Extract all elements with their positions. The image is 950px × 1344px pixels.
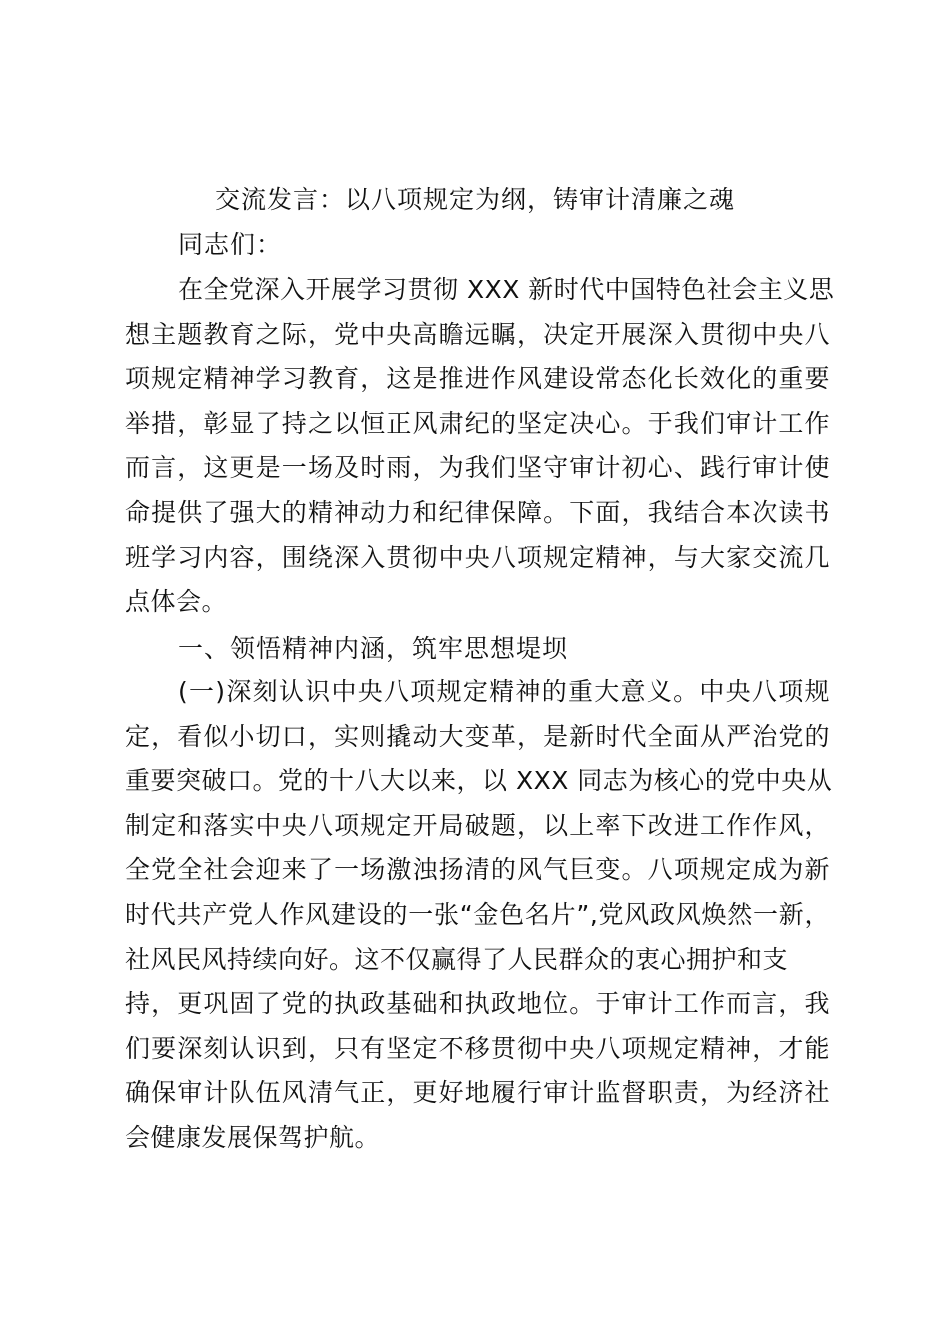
paragraph-line: 会健康发展保驾护航。: [125, 1122, 381, 1152]
paragraph-significance: [125, 670, 833, 1161]
section-heading: 一、领悟精神内涵，筑牢思想堤坝: [178, 634, 569, 663]
document-title: 交流发言：以八项规定为纲，铸审计清廉之魂: [214, 185, 735, 214]
paragraph-line: 而言，这更是一场及时雨，为我们坚守审计初心、践行审计使: [125, 453, 830, 483]
paragraph-line: 在全党深入开展学习贯彻 XXX 新时代中国特色社会主义思: [178, 275, 835, 304]
paragraph-line: 想主题教育之际，党中央高瞻远瞩，决定开展深入贯彻中央八: [125, 319, 830, 349]
paragraph-line: (一)深刻认识中央八项规定精神的重大意义。中央八项规: [178, 677, 830, 706]
paragraph-line: 班学习内容，围绕深入贯彻中央八项规定精神，与大家交流几: [125, 542, 830, 572]
paragraph-line: 点体会。: [125, 587, 228, 617]
paragraph-line: 项规定精神学习教育，这是推进作风建设常态化长效化的重要: [125, 364, 830, 394]
paragraph-line: 定，看似小切口，实则撬动大变革，是新时代全面从严治党的: [125, 721, 830, 751]
paragraph-line: 重要突破口。党的十八大以来，以 XXX 同志为核心的党中央从: [125, 766, 833, 796]
paragraph-line: 社风民风持续向好。这不仅赢得了人民群众的衷心拥护和支: [125, 944, 789, 974]
paragraph-line: 制定和落实中央八项规定开局破题，以上率下改进工作作风，: [125, 810, 830, 840]
paragraph-line: 时代共产党人作风建设的一张“金色名片”,党风政风焕然一新，: [125, 899, 830, 929]
paragraph-line: 们要深刻认识到，只有坚定不移贯彻中央八项规定精神，才能: [125, 1033, 830, 1063]
paragraph-line: 确保审计队伍风清气正，更好地履行审计监督职责，为经济社: [125, 1078, 830, 1108]
paragraph-line: 持，更巩固了党的执政基础和执政地位。于审计工作而言，我: [125, 989, 830, 1019]
paragraph-line: 全党全社会迎来了一场激浊扬清的风气巨变。八项规定成为新: [125, 855, 830, 885]
paragraph-intro: [125, 268, 835, 625]
greeting: 同志们：: [178, 230, 283, 259]
paragraph-line: 命提供了强大的精神动力和纪律保障。下面，我结合本次读书: [125, 497, 830, 527]
paragraph-line: 举措，彰显了持之以恒正风肃纪的坚定决心。于我们审计工作: [125, 408, 830, 438]
